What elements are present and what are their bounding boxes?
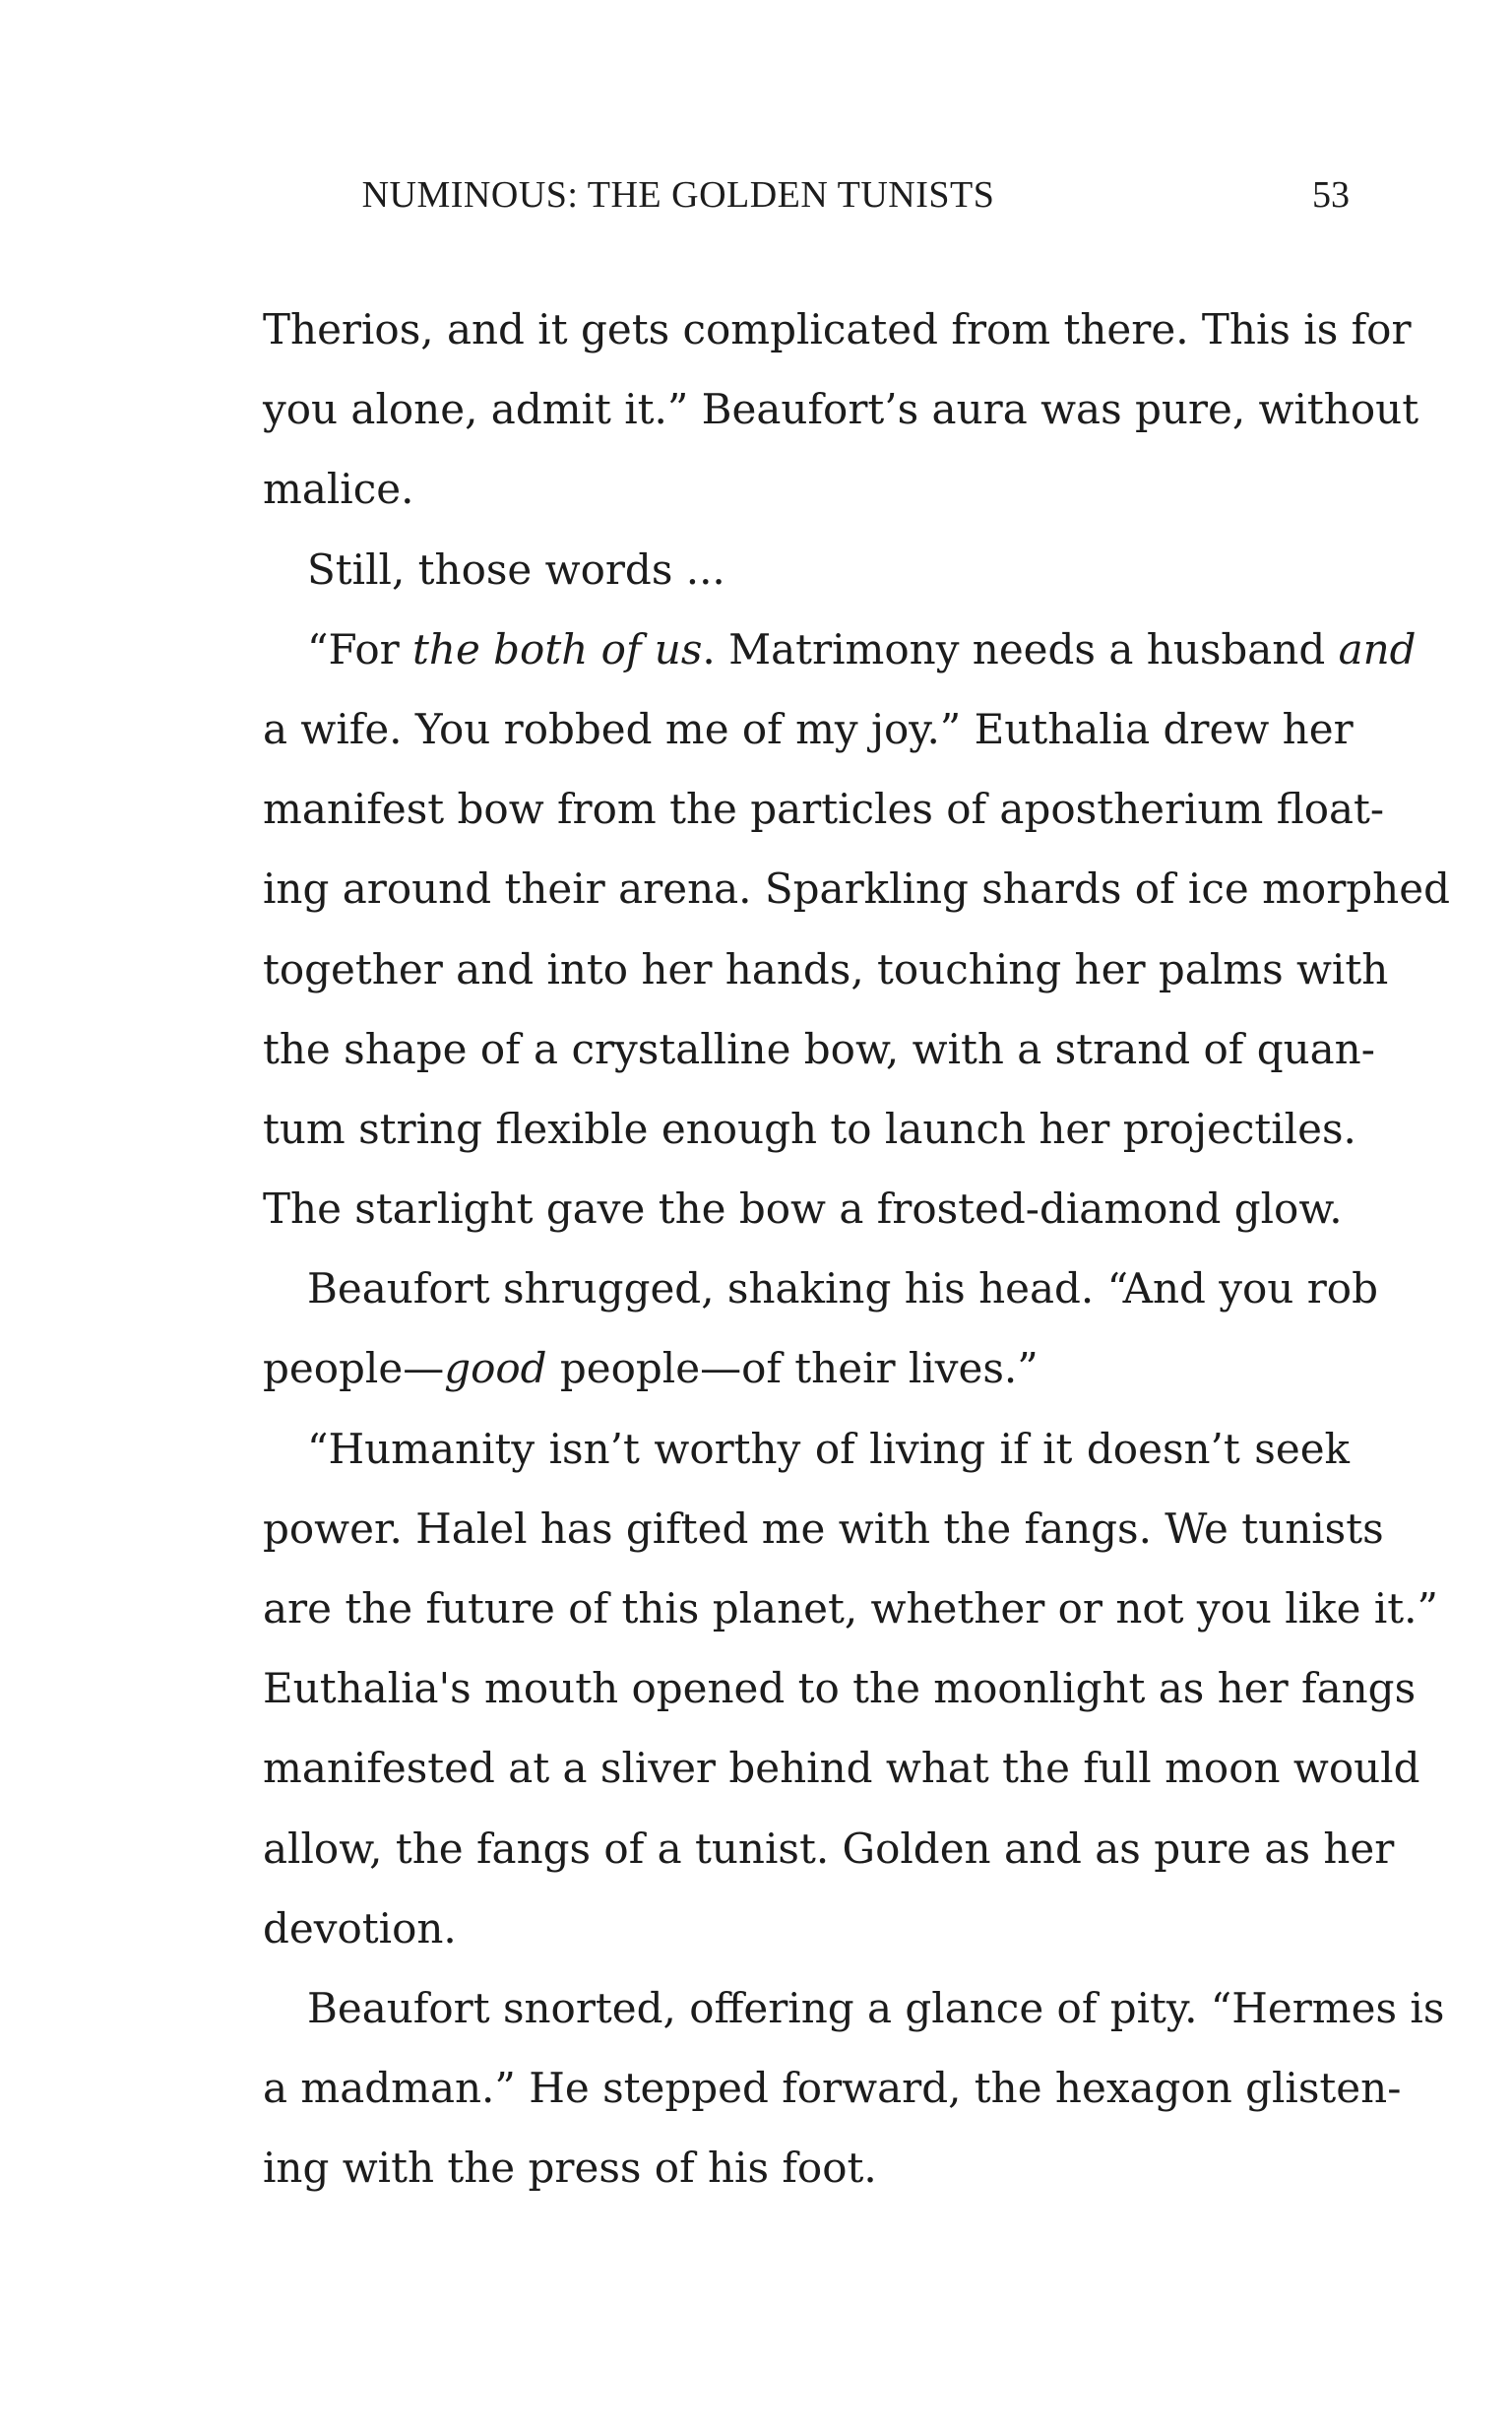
text-segment: Euthalia's mouth opened to the moonlight as her fangs: [263, 1664, 1417, 1713]
text-segment: Beaufort snorted, offering a glance of pity. “Hermes is: [307, 1983, 1445, 2032]
text-line: [263, 1968, 1445, 2048]
text-line: [263, 1809, 1395, 1889]
text-segment: tum string flexible enough to launch her projectiles.: [263, 1104, 1356, 1153]
text-segment: . Matrimony needs a husband: [702, 624, 1339, 673]
text-segment: “For: [307, 624, 413, 673]
italic-text: the both of us: [412, 624, 703, 673]
text-segment: ing with the press of his foot.: [263, 2144, 877, 2193]
text-line: [263, 1569, 1438, 1648]
text-line: [263, 849, 1450, 928]
text-line: [263, 1328, 1350, 1408]
text-segment: Therios, and it gets complicated from there. This is for: [263, 305, 1412, 353]
text-segment: devotion.: [263, 1903, 457, 1953]
italic-text: and: [1338, 624, 1417, 673]
text-segment: you alone, admit it.” Beaufort’s aura was pure, without: [263, 385, 1419, 434]
page-number: 53: [1312, 174, 1350, 216]
text-segment: Beaufort shrugged, shaking his head. “And you rob: [307, 1264, 1378, 1313]
text-segment: “Humanity isn’t worthy of living if it doesn’t seek: [307, 1424, 1350, 1473]
text-line: [263, 1089, 1356, 1169]
text-segment: together and into her hands, touching her palms with: [263, 944, 1389, 993]
text-segment: allow, the fangs of a tunist. Golden and as pure as her: [263, 1824, 1395, 1873]
text-segment: the shape of a crystalline bow, with a strand of quan-: [263, 1024, 1375, 1073]
text-line: [263, 2128, 1350, 2208]
text-line: [263, 1728, 1420, 1808]
text-segment: people—: [263, 1344, 445, 1393]
text-line: [263, 1009, 1375, 1089]
text-segment: malice.: [263, 465, 414, 514]
text-segment: Still, those words ...: [307, 544, 725, 594]
text-line: [263, 530, 1350, 609]
text-segment: ing around their arena. Sparkling shards of ice morphed: [263, 864, 1450, 914]
text-line: [263, 1409, 1350, 1489]
text-segment: a wife. You robbed me of my joy.” Euthalia drew her: [263, 704, 1354, 753]
text-line: [263, 769, 1385, 849]
text-line: [263, 369, 1419, 449]
text-segment: a madman.” He stepped forward, the hexagon glisten-: [263, 2064, 1402, 2113]
text-line: [263, 609, 1417, 689]
text-segment: The starlight gave the bow a frosted-diamond glow.: [263, 1184, 1343, 1234]
text-line: [263, 689, 1354, 769]
running-title: NUMINOUS: THE GOLDEN TUNISTS: [361, 174, 995, 216]
running-head: [263, 167, 1350, 223]
text-line: [263, 289, 1412, 369]
text-line: [263, 1648, 1417, 1728]
italic-text: good: [444, 1344, 547, 1393]
text-line: [263, 449, 1350, 529]
text-line: [263, 1169, 1350, 1249]
text-line: [263, 929, 1389, 1009]
text-segment: power. Halel has gifted me with the fangs. We tunists: [263, 1504, 1384, 1553]
text-segment: are the future of this planet, whether or not you like it.”: [263, 1584, 1438, 1633]
text-line: [263, 2048, 1402, 2128]
text-line: [263, 1489, 1384, 1569]
text-line: [263, 1889, 1350, 1968]
text-line: [263, 1249, 1378, 1328]
text-segment: manifested at a sliver behind what the full moon would: [263, 1744, 1420, 1793]
body-text: [263, 289, 1450, 2209]
text-segment: manifest bow from the particles of apostherium float-: [263, 785, 1385, 834]
text-segment: people—of their lives.”: [546, 1344, 1039, 1393]
